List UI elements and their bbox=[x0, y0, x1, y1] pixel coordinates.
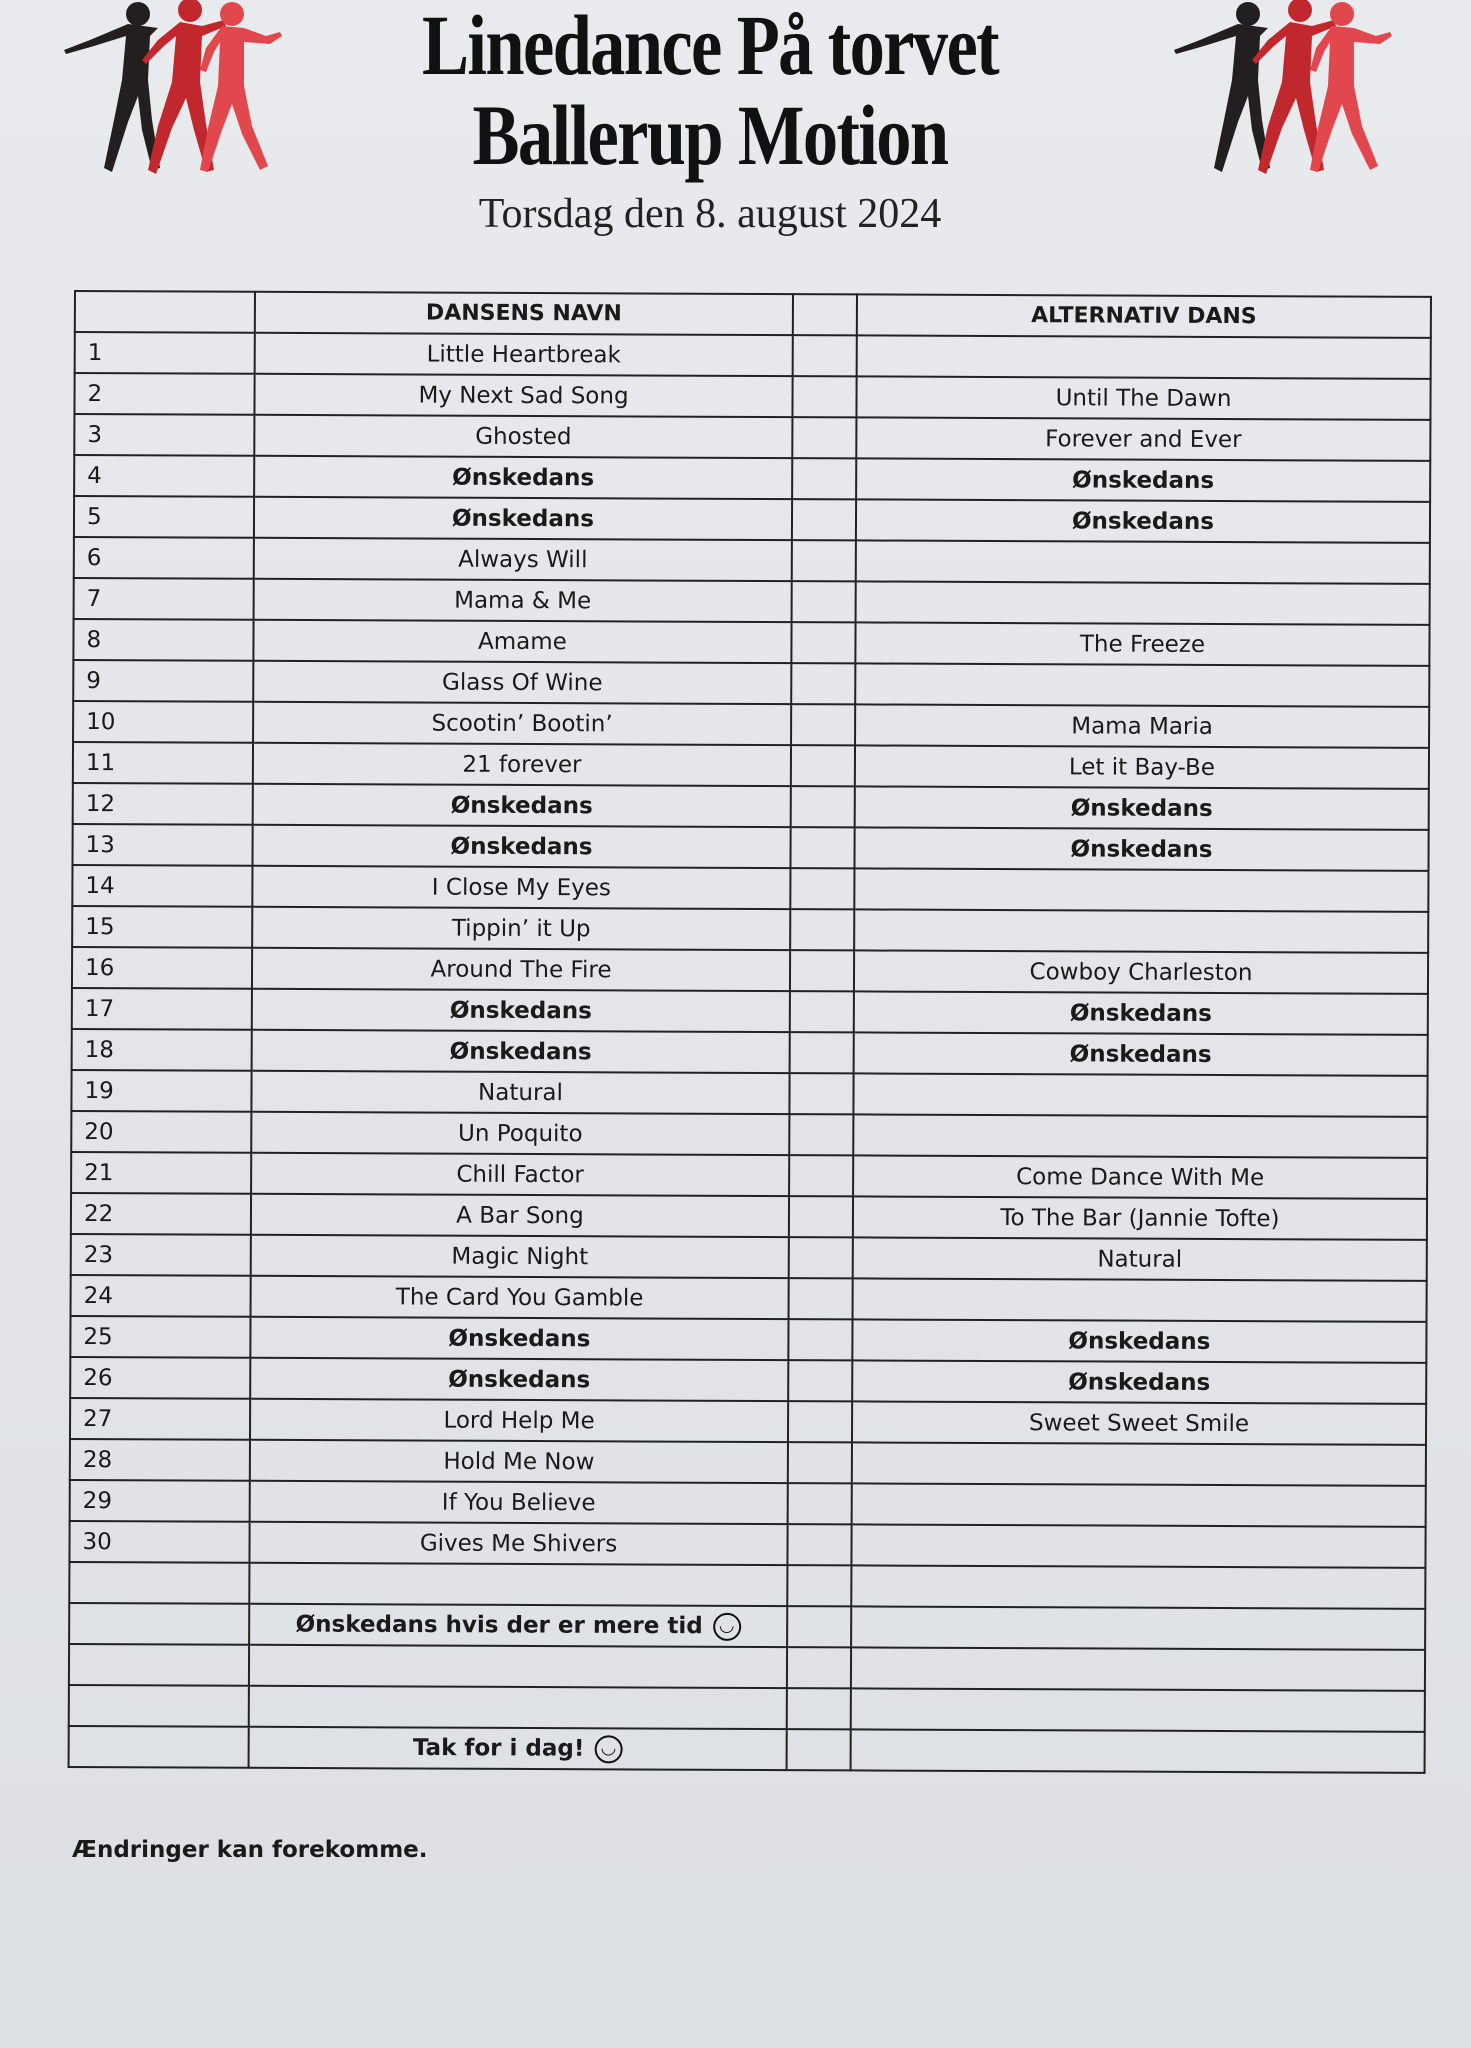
dance-name-text: Gives Me Shivers bbox=[419, 1530, 618, 1557]
dance-name bbox=[252, 825, 790, 868]
table-row bbox=[73, 701, 1429, 748]
alternative-dance: Until The Dawn bbox=[856, 376, 1430, 420]
alternative-dance bbox=[853, 1073, 1427, 1117]
table-row bbox=[73, 619, 1429, 666]
spacer-cell bbox=[791, 663, 855, 704]
row-number: 22 bbox=[71, 1193, 251, 1235]
dance-name-text: Always Will bbox=[458, 546, 588, 573]
dance-name-text: The Card You Gamble bbox=[395, 1283, 644, 1311]
dance-name bbox=[255, 333, 793, 376]
dancers-silhouette-left bbox=[30, 0, 290, 185]
dance-name bbox=[249, 1645, 787, 1688]
spacer-cell bbox=[787, 1606, 851, 1647]
row-number: 17 bbox=[72, 988, 252, 1030]
alternative-dance bbox=[851, 1606, 1425, 1650]
alternative-dance bbox=[856, 581, 1430, 625]
table-row bbox=[72, 906, 1428, 953]
spacer-cell bbox=[792, 376, 856, 417]
dancer-dark bbox=[1174, 2, 1270, 172]
table-row bbox=[71, 1234, 1427, 1281]
dance-name bbox=[253, 702, 791, 745]
alternative-dance: Natural bbox=[853, 1237, 1427, 1281]
spacer-cell bbox=[788, 1319, 852, 1360]
dance-name-text: Hold Me Now bbox=[443, 1448, 595, 1475]
alternative-dance bbox=[851, 1647, 1425, 1691]
dance-name bbox=[250, 1358, 788, 1401]
table-row bbox=[72, 824, 1428, 871]
row-number: 9 bbox=[73, 660, 253, 702]
dance-table bbox=[68, 290, 1432, 1774]
spacer-cell bbox=[792, 499, 856, 540]
row-number: 6 bbox=[74, 537, 254, 579]
dance-name-text: Scootin’ Bootin’ bbox=[431, 710, 613, 737]
alternative-dance: Forever and Ever bbox=[856, 417, 1430, 461]
spacer-cell bbox=[792, 417, 856, 458]
row-number: 19 bbox=[71, 1070, 251, 1112]
table-row bbox=[70, 1439, 1426, 1486]
alternative-dance: Ønskedans bbox=[856, 499, 1430, 543]
table-row bbox=[69, 1603, 1425, 1650]
spacer-cell bbox=[792, 581, 856, 622]
dance-name bbox=[251, 1112, 789, 1155]
table-row bbox=[74, 455, 1430, 502]
dance-name-text: Natural bbox=[478, 1079, 563, 1106]
dance-name-text: Around The Fire bbox=[430, 956, 612, 983]
spacer-cell bbox=[790, 1032, 854, 1073]
row-number: 13 bbox=[72, 824, 252, 866]
header-dance-name: DANSENS NAVN bbox=[255, 292, 793, 335]
alternative-dance bbox=[852, 1442, 1426, 1486]
title-line-1: Linedance På torvet bbox=[422, 0, 998, 93]
row-number: 10 bbox=[73, 701, 253, 743]
dance-name-text: Glass Of Wine bbox=[442, 669, 603, 696]
dance-name-text: Little Heartbreak bbox=[426, 341, 621, 368]
row-number: 11 bbox=[73, 742, 253, 784]
dancers-silhouette-right bbox=[1140, 0, 1400, 185]
table-row bbox=[75, 332, 1431, 379]
table-row bbox=[74, 537, 1430, 584]
alternative-dance bbox=[851, 1729, 1425, 1773]
dance-name-text: Ønskedans bbox=[449, 1038, 592, 1065]
dance-name-text: Ønskedans bbox=[449, 997, 592, 1024]
spacer-cell bbox=[788, 1401, 852, 1442]
alternative-dance: Ønskedans bbox=[856, 458, 1430, 502]
header-spacer bbox=[793, 294, 857, 335]
dance-name-text: Ønskedans bbox=[451, 505, 595, 532]
row-number: 16 bbox=[72, 947, 252, 989]
dance-name bbox=[249, 1563, 787, 1606]
row-number: 29 bbox=[70, 1480, 250, 1522]
alternative-dance bbox=[856, 540, 1430, 584]
dance-name bbox=[250, 1399, 788, 1442]
spacer-cell bbox=[790, 909, 854, 950]
dance-name-text: Ønskedans hvis der er mere tid bbox=[295, 1610, 703, 1639]
footer-note: Ændringer kan forekomme. bbox=[72, 1837, 428, 1863]
spacer-cell bbox=[787, 1565, 851, 1606]
dance-name-text: Chill Factor bbox=[456, 1161, 584, 1188]
dance-name-text: 21 forever bbox=[462, 751, 582, 778]
spacer-cell bbox=[787, 1524, 851, 1565]
alternative-dance: Let it Bay-Be bbox=[855, 745, 1429, 789]
row-number: 25 bbox=[70, 1316, 250, 1358]
row-number: 5 bbox=[74, 496, 254, 538]
row-number: 12 bbox=[73, 783, 253, 825]
dance-name-text: Ønskedans bbox=[448, 1325, 591, 1352]
alternative-dance bbox=[854, 868, 1428, 912]
alternative-dance bbox=[855, 663, 1429, 707]
alternative-dance: To The Bar (Jannie Tofte) bbox=[853, 1196, 1427, 1240]
row-number: 7 bbox=[74, 578, 254, 620]
spacer-cell bbox=[790, 868, 854, 909]
dance-name bbox=[250, 1440, 788, 1483]
dance-name-text: Ønskedans bbox=[452, 464, 595, 491]
alternative-dance: The Freeze bbox=[855, 622, 1429, 666]
table-row bbox=[72, 865, 1428, 912]
dance-name-text: Magic Night bbox=[451, 1243, 589, 1270]
dance-name bbox=[249, 1686, 787, 1729]
alternative-dance: Ønskedans bbox=[854, 827, 1428, 871]
table-row bbox=[73, 783, 1429, 830]
table-row bbox=[69, 1685, 1425, 1732]
dance-name-text: My Next Sad Song bbox=[418, 382, 629, 409]
spacer-cell bbox=[791, 704, 855, 745]
dance-name bbox=[253, 743, 791, 786]
table-row bbox=[74, 414, 1430, 461]
row-number: 8 bbox=[73, 619, 253, 661]
dance-name bbox=[253, 784, 791, 827]
spacer-cell bbox=[790, 991, 854, 1032]
row-number: 30 bbox=[69, 1521, 249, 1563]
dance-name-text: Ønskedans bbox=[450, 833, 593, 860]
table-header-row bbox=[75, 291, 1431, 338]
spacer-cell bbox=[791, 622, 855, 663]
table-row bbox=[70, 1357, 1426, 1404]
header-number bbox=[75, 291, 255, 333]
dance-name-text: Tak for i dag! bbox=[412, 1734, 585, 1762]
row-number: 20 bbox=[71, 1111, 251, 1153]
dancer-dark bbox=[64, 2, 160, 172]
table-row bbox=[69, 1726, 1425, 1773]
alternative-dance bbox=[852, 1483, 1426, 1527]
row-number: 15 bbox=[72, 906, 252, 948]
table-row bbox=[69, 1521, 1425, 1568]
dance-name bbox=[254, 456, 792, 499]
spacer-cell bbox=[789, 1196, 853, 1237]
spacer-cell bbox=[793, 335, 857, 376]
dance-name bbox=[251, 1071, 789, 1114]
row-number: 3 bbox=[74, 414, 254, 456]
dance-name bbox=[250, 1317, 788, 1360]
table-row bbox=[70, 1480, 1426, 1527]
dance-name-text: If You Believe bbox=[441, 1489, 596, 1516]
alternative-dance bbox=[853, 1114, 1427, 1158]
spacer-cell bbox=[789, 1155, 853, 1196]
table-row bbox=[73, 660, 1429, 707]
spacer-cell bbox=[791, 745, 855, 786]
row-number: 18 bbox=[72, 1029, 252, 1071]
alternative-dance bbox=[851, 1565, 1425, 1609]
row-number: 26 bbox=[70, 1357, 250, 1399]
dance-name bbox=[251, 1153, 789, 1196]
table-row bbox=[71, 1193, 1427, 1240]
spacer-cell bbox=[792, 540, 856, 581]
table-body bbox=[69, 332, 1431, 1773]
dance-name-text: Ønskedans bbox=[450, 792, 593, 819]
header-alternative-dance: ALTERNATIV DANS bbox=[857, 294, 1431, 338]
table-row bbox=[73, 742, 1429, 789]
alternative-dance: Ønskedans bbox=[854, 991, 1428, 1035]
dance-name bbox=[249, 1727, 787, 1770]
dance-name bbox=[254, 415, 792, 458]
dance-name bbox=[253, 661, 791, 704]
dance-name bbox=[254, 374, 792, 417]
alternative-dance bbox=[854, 909, 1428, 953]
dance-name-text: Tippin’ it Up bbox=[451, 915, 591, 942]
alternative-dance: Sweet Sweet Smile bbox=[852, 1401, 1426, 1445]
dance-name bbox=[252, 907, 790, 950]
table-row bbox=[70, 1398, 1426, 1445]
dance-name-text: Lord Help Me bbox=[443, 1407, 595, 1434]
row-number: 4 bbox=[74, 455, 254, 497]
row-number: 24 bbox=[71, 1275, 251, 1317]
dance-name-text: Mama & Me bbox=[454, 587, 592, 614]
row-number: 2 bbox=[74, 373, 254, 415]
alternative-dance: Cowboy Charleston bbox=[854, 950, 1428, 994]
dance-name bbox=[249, 1522, 787, 1565]
table-row bbox=[71, 1070, 1427, 1117]
dance-name bbox=[254, 497, 792, 540]
alternative-dance: Ønskedans bbox=[852, 1360, 1426, 1404]
table-row bbox=[71, 1275, 1427, 1322]
table-row bbox=[72, 1029, 1428, 1076]
dance-name bbox=[252, 989, 790, 1032]
table-row bbox=[69, 1644, 1425, 1691]
dance-name bbox=[252, 1030, 790, 1073]
dance-name bbox=[254, 579, 792, 622]
row-number bbox=[69, 1644, 249, 1686]
header bbox=[330, 0, 1090, 238]
dance-name bbox=[254, 538, 792, 581]
alternative-dance: Ønskedans bbox=[852, 1319, 1426, 1363]
dance-name bbox=[250, 1481, 788, 1524]
row-number bbox=[69, 1726, 249, 1768]
dance-name bbox=[251, 1276, 789, 1319]
spacer-cell bbox=[787, 1688, 851, 1729]
dance-name bbox=[251, 1194, 789, 1237]
event-date: Torsdag den 8. august 2024 bbox=[478, 191, 942, 237]
dance-name bbox=[249, 1604, 787, 1647]
dance-name-text: Un Poquito bbox=[458, 1120, 583, 1147]
alternative-dance bbox=[857, 335, 1431, 379]
table-row bbox=[72, 947, 1428, 994]
alternative-dance: Mama Maria bbox=[855, 704, 1429, 748]
title-line-2: Ballerup Motion bbox=[472, 87, 948, 183]
dance-name-text: Ønskedans bbox=[448, 1366, 591, 1393]
smiley-icon: ◡ bbox=[594, 1735, 622, 1763]
row-number: 21 bbox=[71, 1152, 251, 1194]
spacer-cell bbox=[792, 458, 856, 499]
spacer-cell bbox=[789, 1073, 853, 1114]
spacer-cell bbox=[789, 1278, 853, 1319]
table-row bbox=[72, 988, 1428, 1035]
row-number bbox=[69, 1562, 249, 1604]
spacer-cell bbox=[788, 1360, 852, 1401]
spacer-cell bbox=[790, 950, 854, 991]
dance-name bbox=[251, 1235, 789, 1278]
table-row bbox=[71, 1152, 1427, 1199]
dance-name bbox=[252, 866, 790, 909]
spacer-cell bbox=[789, 1237, 853, 1278]
dance-name-text: A Bar Song bbox=[456, 1202, 584, 1229]
dance-name bbox=[253, 620, 791, 663]
spacer-cell bbox=[787, 1729, 851, 1770]
table-row bbox=[69, 1562, 1425, 1609]
dance-name-text: Ghosted bbox=[475, 423, 572, 450]
table-row bbox=[74, 496, 1430, 543]
row-number: 27 bbox=[70, 1398, 250, 1440]
alternative-dance: Come Dance With Me bbox=[853, 1155, 1427, 1199]
row-number: 28 bbox=[70, 1439, 250, 1481]
spacer-cell bbox=[788, 1483, 852, 1524]
dance-name-text: I Close My Eyes bbox=[431, 874, 612, 901]
row-number bbox=[69, 1685, 249, 1727]
smiley-icon: ◡ bbox=[713, 1612, 741, 1640]
spacer-cell bbox=[788, 1442, 852, 1483]
spacer-cell bbox=[790, 827, 854, 868]
table-row bbox=[74, 373, 1430, 420]
alternative-dance bbox=[851, 1524, 1425, 1568]
spacer-cell bbox=[789, 1114, 853, 1155]
alternative-dance bbox=[851, 1688, 1425, 1732]
table-row bbox=[70, 1316, 1426, 1363]
alternative-dance: Ønskedans bbox=[855, 786, 1429, 830]
table-row bbox=[71, 1111, 1427, 1158]
row-number: 1 bbox=[75, 332, 255, 374]
row-number: 23 bbox=[71, 1234, 251, 1276]
spacer-cell bbox=[791, 786, 855, 827]
alternative-dance bbox=[853, 1278, 1427, 1322]
alternative-dance: Ønskedans bbox=[854, 1032, 1428, 1076]
dance-name bbox=[252, 948, 790, 991]
table-row bbox=[74, 578, 1430, 625]
spacer-cell bbox=[787, 1647, 851, 1688]
dance-name-text: Amame bbox=[478, 628, 567, 655]
row-number bbox=[69, 1603, 249, 1645]
row-number: 14 bbox=[72, 865, 252, 907]
